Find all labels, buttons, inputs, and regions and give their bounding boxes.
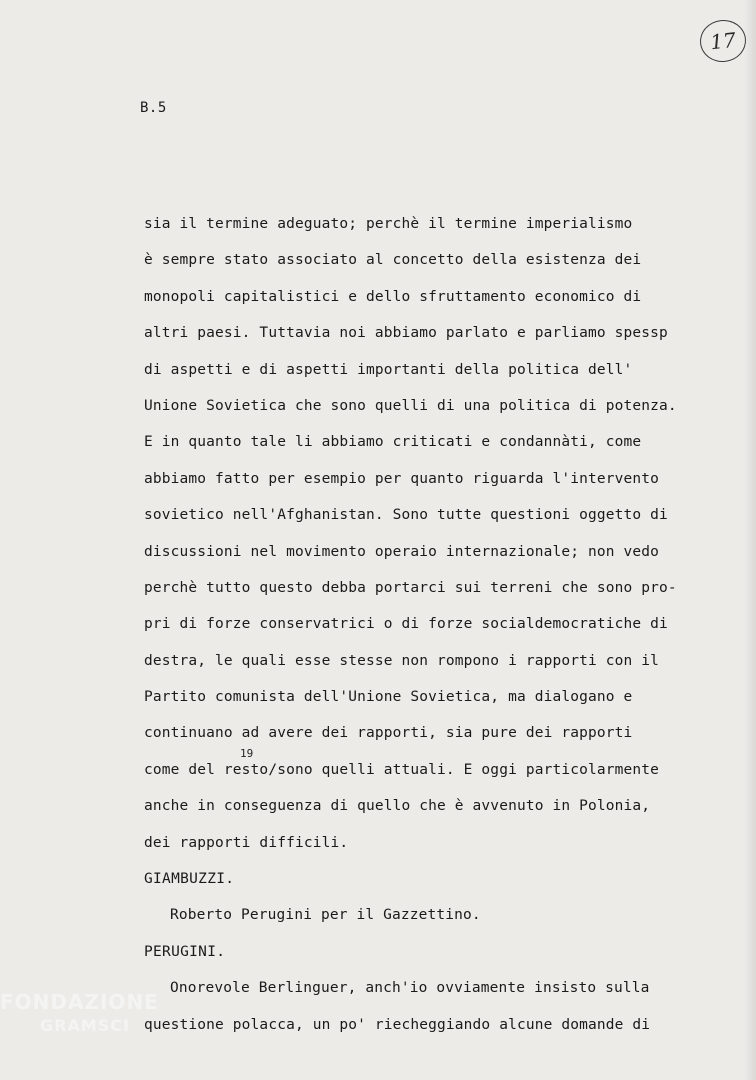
archive-watermark (0, 990, 220, 1038)
text-line: Partito comunista dell'Unione Sovietica, ma dialogano e (144, 689, 633, 706)
transcript-body (144, 206, 714, 1043)
speaker-label: GIAMBUZZI. (144, 871, 235, 888)
text-line: sia il termine adeguato; perchè il termine imperialismo (144, 216, 633, 232)
text-line: altri paesi. Tuttavia noi abbiamo parlato e parliamo spessp (144, 325, 668, 342)
scan-shadow-edge (744, 0, 756, 1080)
text-line: discussioni nel movimento operaio internazionale; non vedo (144, 543, 660, 560)
text-line: E in quanto tale li abbiamo criticati e condannàti, come (144, 434, 642, 451)
text-line: come del resto/sono quelli attuali. E oggi particolarmente (144, 761, 660, 778)
text-line: è sempre stato associato al concetto della esistenza dei (144, 252, 642, 269)
text-line: di aspetti e di aspetti importanti della politica dell' (144, 361, 633, 378)
text-line: continuano ad avere dei rapporti, sia pure dei rapporti (144, 725, 633, 742)
text-line: perchè tutto questo debba portarci sui terreni che sono pro- (144, 579, 677, 596)
watermark-line-2: GRAMSCI (40, 1016, 130, 1035)
watermark-line-1: FONDAZIONE (0, 990, 159, 1014)
handwritten-annotation: 19 (240, 747, 254, 760)
text-line: questione polacca, un po' riecheggiando alcune domande di (144, 1016, 651, 1033)
text-line: sovietico nell'Afghanistan. Sono tutte questioni oggetto di (144, 507, 668, 524)
text-line: pri di forze conservatrici o di forze socialdemocratiche di (144, 616, 668, 633)
text-line: Onorevole Berlinguer, anch'io ovviamente insisto sulla (170, 980, 650, 997)
page-number-circled: 17 (698, 18, 748, 65)
text-line: destra, le quali esse stesse non rompono i rapporti con il (144, 652, 660, 669)
speaker-label: PERUGINI. (144, 943, 226, 960)
text-line: anche in conseguenza di quello che è avvenuto in Polonia, (144, 798, 651, 815)
section-reference: B.5 (140, 100, 167, 116)
text-line: dei rapporti difficili. (144, 834, 349, 851)
text-line: Unione Sovietica che sono quelli di una politica di potenza. (144, 397, 677, 414)
text-line: Roberto Perugini per il Gazzettino. (170, 907, 481, 924)
text-line: abbiamo fatto per esempio per quanto riguarda l'intervento (144, 470, 660, 487)
text-line: monopoli capitalistici e dello sfruttamento economico di (144, 288, 642, 305)
